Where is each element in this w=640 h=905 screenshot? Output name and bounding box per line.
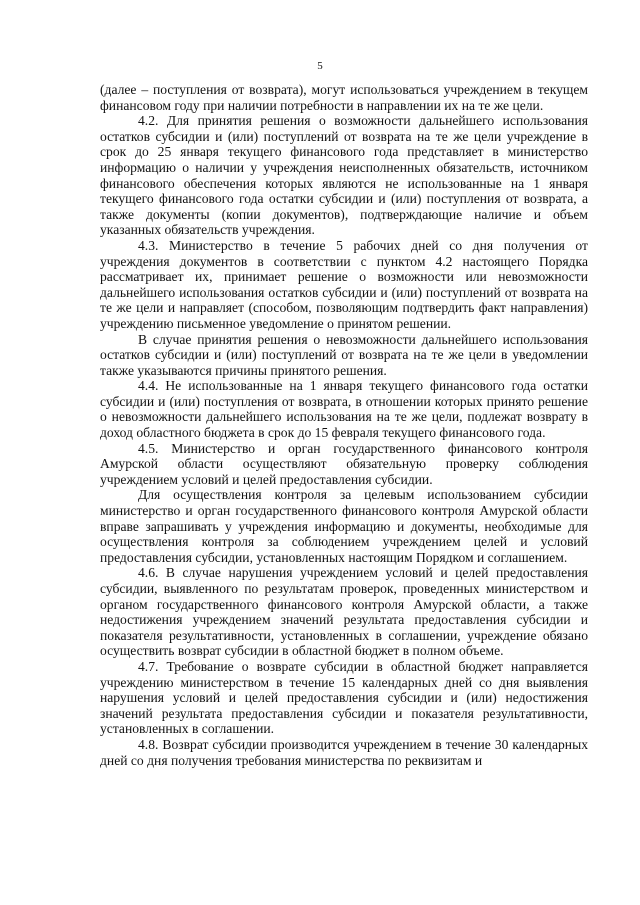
paragraph-4-6: 4.6. В случае нарушения учреждением условий и целей предоставления субсидии, выявленного по результатам проверок, проведенных министерством и органом государственного финансового контроля Амурской области, а также недостижения учреждением значений результата предоставления субсидии и показателя результативности, установленных в соглашении, учреждение обязано осуществить возврат субсидии в областной бюджет в полном объеме. [100,565,588,659]
paragraph-4-3-rejection: В случае принятия решения о невозможности дальнейшего использования остатков субсидии и (или) поступлений от возврата на те же цели в уведомлении также указываются причины принятого решения. [100,331,588,378]
paragraph-4-8: 4.8. Возврат субсидии производится учреждением в течение 30 календарных дней со дня получения требования министерства по реквизитам и [100,736,588,768]
document-body [100,82,588,768]
paragraph-4-2: 4.2. Для принятия решения о возможности дальнейшего использования остатков субсидии и (или) поступлений от возврата на те же цели учреждение в срок до 25 января текущего финансового года представляет в министерство информацию о наличии у учреждения неисполненных обязательств, источником финансового обеспечения которых являются не использованные на 1 января текущего финансового года остатки субсидии и (или) поступления от возврата, а также документы (копии документов), подтверждающие наличие и объем указанных обязательств учреждения. [100,113,588,238]
page-number: 5 [317,60,323,72]
paragraph-4-5: 4.5. Министерство и орган государственного финансового контроля Амурской области осуществляют обязательную проверку соблюдения учреждением условий и целей предоставления субсидии. [100,440,588,487]
paragraph-continuation: (далее – поступления от возврата), могут использоваться учреждением в текущем финансовом году при наличии потребности в направлении их на те же цели. [100,82,588,113]
paragraph-4-5-control: Для осуществления контроля за целевым использованием субсидии министерство и орган государственного финансового контроля Амурской области вправе запрашивать у учреждения информацию и документы, необходимые для осуществления контроля за соблюдением учреждением целей и условий предоставления субсидии, установленных настоящим Порядком и соглашением. [100,487,588,565]
paragraph-4-7: 4.7. Требование о возврате субсидии в областной бюджет направляется учреждению министерством в течение 15 календарных дней со дня выявления нарушения условий и целей предоставления субсидии и (или) недостижения значений результата предоставления субсидии и показателя результативности, установленных в соглашении. [100,658,588,737]
paragraph-4-3: 4.3. Министерство в течение 5 рабочих дней со дня получения от учреждения документов в соответствии с пунктом 4.2 настоящего Порядка рассматривает их, принимает решение о возможности или невозможности дальнейшего использования остатков субсидии и (или) поступлений от возврата на те же цели и направляет (способом, позволяющим подтвердить факт направления) учреждению письменное уведомление о принятом решении. [100,237,588,331]
paragraph-4-4: 4.4. Не использованные на 1 января текущего финансового года остатки субсидии и (или) поступления от возврата, в отношении которых принято решение о невозможности дальнейшего использования на те же цели, подлежат возврату в доход областного бюджета в срок до 15 февраля текущего финансового года. [100,378,588,441]
